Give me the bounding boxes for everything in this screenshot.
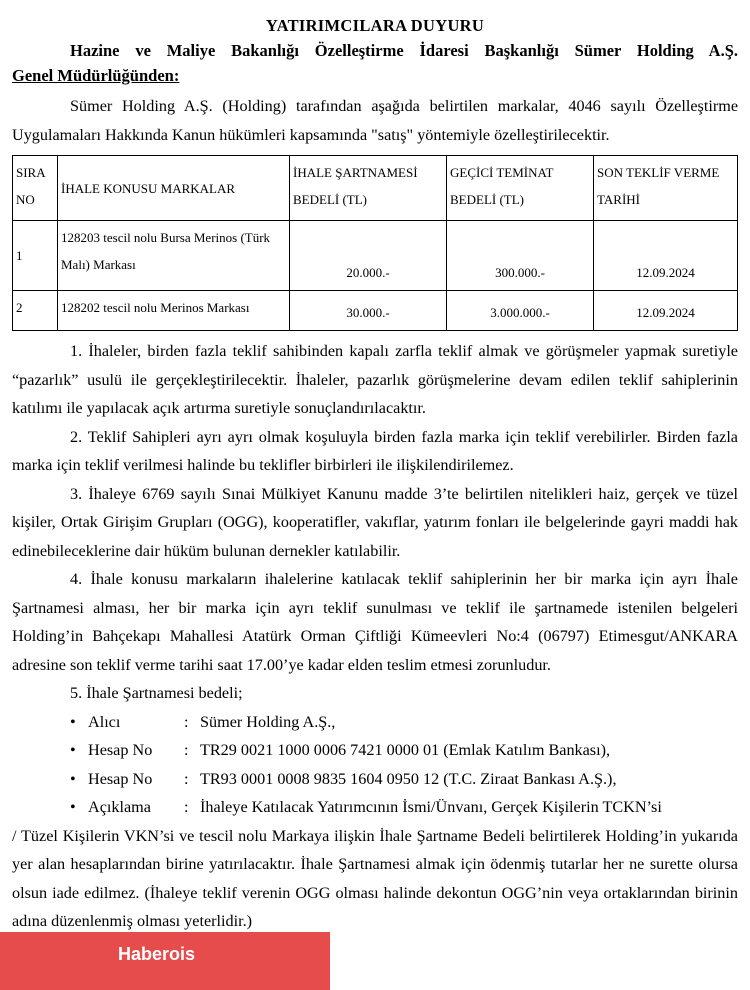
clause-5: 5. İhale Şartnamesi bedeli; xyxy=(70,684,243,702)
col-marka: İHALE KONUSU MARKALAR xyxy=(58,156,290,221)
payment-label: Hesap No xyxy=(88,741,153,759)
payment-value: Sümer Holding A.Ş., xyxy=(200,712,336,731)
payment-label: Açıklama xyxy=(88,798,151,816)
list-item: • Hesap No : TR93 0001 0008 9835 1604 0950 12 (T.C. Ziraat Bankası A.Ş.), xyxy=(12,765,738,794)
payment-value: İhaleye Katılacak Yatırımcının İsmi/Ünvanı, Gerçek Kişilerin TCKN’si xyxy=(200,798,662,816)
row-tarih: 12.09.2024 xyxy=(594,221,738,291)
tender-table xyxy=(12,155,738,331)
col-tarih: SON TEKLİF VERME TARİHİ xyxy=(594,156,738,221)
col-sartname: İHALE ŞARTNAMESİ BEDELİ (TL) xyxy=(290,156,447,221)
row-no: 1 xyxy=(13,221,58,291)
watermark-text: Haberois xyxy=(118,944,196,964)
clause-2: 2. Teklif Sahipleri ayrı ayrı olmak koşuluyla birden fazla marka için teklif verebilirler. Birden fazla marka için teklif verilmesi halinde bu teklifler birbirleri ile ilişkilendirilemez. xyxy=(12,427,738,474)
table-header-row xyxy=(13,156,738,221)
table-row xyxy=(13,291,738,331)
bullet-icon: • xyxy=(70,741,76,759)
bullet-icon: • xyxy=(70,712,76,731)
col-teminat: GEÇİCİ TEMİNAT BEDELİ (TL) xyxy=(447,156,594,221)
page-title: YATIRIMCILARA DUYURU xyxy=(265,16,485,35)
list-item: • Hesap No : TR29 0021 1000 0006 7421 0000 01 (Emlak Katılım Bankası), xyxy=(12,736,738,765)
clause-4: 4. İhale konusu markaların ihalelerine katılacak teklif sahiplerinin her bir marka için ayrı İhale Şartnamesi alması, her bir marka için ayrı teklif sunulması ve teklif ile şartnamede istenilen belgeleri Holding’in Bahçekapı Mahallesi Atatürk Orman Çiftliği Kümeevleri No:4 (06797) Etimesgut/ANKARA adresine son teklif verme tarihi saat 17.00’ye kadar elden teslim etmesi zorunludur. xyxy=(12,570,738,674)
row-no: 2 xyxy=(13,291,58,331)
payment-label: Hesap No xyxy=(88,769,153,788)
row-tarih: 12.09.2024 xyxy=(594,291,738,331)
payment-value: TR93 0001 0008 9835 1604 0950 12 (T.C. Ziraat Bankası A.Ş.), xyxy=(200,769,617,788)
watermark-banner xyxy=(0,932,330,990)
row-marka: 128202 tescil nolu Merinos Markası xyxy=(58,291,290,331)
bullet-icon: • xyxy=(70,769,76,788)
row-marka: 128203 tescil nolu Bursa Merinos (Türk Malı) Markası xyxy=(58,221,290,291)
table-row xyxy=(13,221,738,291)
issuer-line: Hazine ve Maliye Bakanlığı Özelleştirme İdaresi Başkanlığı Sümer Holding A.Ş. xyxy=(70,41,738,60)
issuer-line-2: Genel Müdürlüğünden: xyxy=(12,66,180,85)
col-sira: SIRA NO xyxy=(13,156,58,221)
clause-1: 1. İhaleler, birden fazla teklif sahibinden kapalı zarfla teklif almak ve görüşmeler yapmak suretiyle “pazarlık” usulü ile gerçekleştirilecektir. İhaleler, pazarlık görüşmelerine devam edilen teklif sahiplerinin katılımı ile yapılacak açık artırma suretiyle sonuçlandırılacaktır. xyxy=(12,342,738,417)
announcement-document xyxy=(12,14,738,936)
list-item: • Açıklama : İhaleye Katılacak Yatırımcının İsmi/Ünvanı, Gerçek Kişilerin TCKN’si xyxy=(12,793,738,822)
payment-details xyxy=(12,708,738,822)
bullet-icon: • xyxy=(70,798,76,816)
list-item: • Alıcı : Sümer Holding A.Ş., xyxy=(12,708,738,737)
clause-3: 3. İhaleye 6769 sayılı Sınai Mülkiyet Kanunu madde 3’te belirtilen nitelikleri haiz, gerçek ve tüzel kişiler, Ortak Girişim Grupları (OGG), kooperatifler, vakıflar, yatırım fonları ile belgelerinde gayri maddi hak edinebileceklerine dair hüküm bulunan dernekler katılabilir. xyxy=(12,484,738,560)
row-sartname: 30.000.- xyxy=(290,291,447,331)
explanation-continued: / Tüzel Kişilerin VKN’si ve tescil nolu Markaya ilişkin İhale Şartname Bedeli belirtilerek Holding’in yukarıda yer alan hesaplarından birine yatırılacaktır. İhale Şartnamesi almak için ödenmiş tutarlar her ne surette olursa olsun iade edilmez. (İhaleye teklif verenin OGG olması halinde dekontun OGG’nin veya ortaklarından birinin adına düzenlenmiş olması yeterlidir.) xyxy=(12,826,738,930)
row-teminat: 300.000.- xyxy=(447,221,594,291)
row-sartname: 20.000.- xyxy=(290,221,447,291)
payment-label: Alıcı xyxy=(88,712,121,731)
intro-paragraph: Sümer Holding A.Ş. (Holding) tarafından aşağıda belirtilen markalar, 4046 sayılı Özelleştirme Uygulamaları Hakkında Kanun hükümleri kapsamında "satış" yöntemiyle özelleştirilecektir. xyxy=(12,97,738,144)
payment-value: TR29 0021 1000 0006 7421 0000 01 (Emlak Katılım Bankası), xyxy=(200,741,611,759)
row-teminat: 3.000.000.- xyxy=(447,291,594,331)
